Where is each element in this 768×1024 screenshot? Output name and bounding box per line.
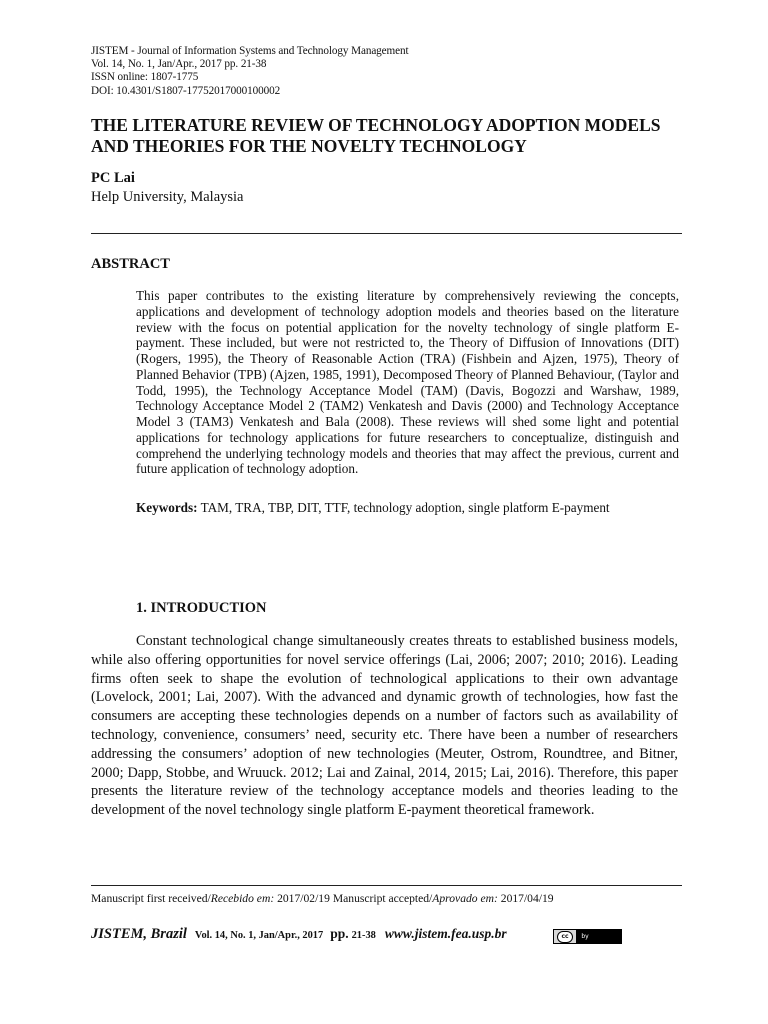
keywords-value: TAM, TRA, TBP, DIT, TTF, technology adoption, single platform E-payment: [200, 500, 610, 515]
introduction-heading: 1. INTRODUCTION: [136, 600, 267, 616]
author-affiliation: Help University, Malaysia: [91, 189, 244, 205]
abstract-body: This paper contributes to the existing literature by comprehensively reviewing the concepts, applications and development of technology adoption models and theories based on the literature review with the focus on potential application for the novelty technology of single platform E-payment. These included, but were not restricted to, the Theory of Diffusion of Innovations (DIT) (Rogers, 1995), the Theory of Reasonable Action (TRA) (Fishbein and Ajzen, 1975), Theory of Planned Behavior (TPB) (Ajzen, 1985, 1991), Decomposed Theory of Planned Behaviour, (Taylor and Todd, 1995), the Technology Acceptance Model (TAM) (Davis, Bogozzi and Warshaw, 1989, Technology Acceptance Model 2 (TAM2) Venkatesh and Davis (2000) and Technology Acceptance Model 3 (TAM3) Venkatesh and Bala (2008). These reviews will shed some light and potential applications for technology applications for future researchers to conceptualize, distinguish and comprehend the underlying technology models and theories that may affect the previous, current and future application of technology adoption.: [136, 288, 679, 477]
footer-journal: JISTEM, Brazil: [91, 926, 187, 942]
bottom-divider: [91, 885, 682, 886]
journal-volume: Vol. 14, No. 1, Jan/Apr., 2017 pp. 21-38: [91, 58, 267, 71]
journal-issn: ISSN online: 1807-1775: [91, 71, 199, 84]
accepted-label-pt: Aprovado em:: [432, 892, 498, 905]
top-divider: [91, 233, 682, 234]
paper-title: THE LITERATURE REVIEW OF TECHNOLOGY ADOPTION MODELS AND THEORIES FOR THE NOVELTY TECHNOLOGY: [91, 115, 661, 156]
introduction-body: Constant technological change simultaneously creates threats to established business models, while also offering opportunities for novel service offerings (Lai, 2006; 2007; 2010; 2016). Leading firms often seek to shape the evolution of technological applications to their own advantage (Lovelock, 2001; Lai, 2007). With the advanced and dynamic growth of technologies, how fast the consumers are accepting these technologies depends on a number of factors such as availability of technology, convenience, consumers’ need, security etc. There have been a number of researchers addressing the consumers’ adoption of new technologies (Meuter, Ostrom, Roundtree, and Bitner, 2000; Dapp, Stobbe, and Wruuck. 2012; Lai and Zainal, 2014, 2015; Lai, 2016). Therefore, this paper presents the literature review of the technology acceptance models and theories leading to the development of the novel technology single platform E-payment theoretical framework.: [91, 633, 678, 819]
footer-volume: Vol. 14, No. 1, Jan/Apr., 2017: [194, 930, 324, 941]
keywords: [136, 500, 679, 516]
cc-by-label: by: [581, 933, 589, 940]
cc-logo-icon: cc: [557, 931, 573, 943]
journal-header: [91, 45, 409, 98]
received-date: 2017/02/19: [274, 892, 333, 905]
creative-commons-license-icon[interactable]: [553, 929, 622, 944]
accepted-date: 2017/04/19: [497, 892, 554, 905]
keywords-label: Keywords:: [136, 500, 198, 515]
cc-badge-left: [554, 930, 576, 943]
journal-name: JISTEM - Journal of Information Systems and Technology Management: [91, 45, 409, 57]
page-footer: [91, 925, 507, 943]
author-name: PC Lai: [91, 170, 135, 186]
manuscript-dates-footnote: [91, 892, 554, 905]
footer-pages: 21-38: [351, 930, 376, 941]
received-label-pt: Recebido em:: [210, 892, 275, 905]
accepted-label: Manuscript accepted/: [332, 892, 433, 905]
abstract-heading: ABSTRACT: [91, 256, 170, 272]
footer-pp-label: pp.: [330, 926, 349, 941]
footer-url[interactable]: www.jistem.fea.usp.br: [384, 926, 507, 941]
received-label: Manuscript first received/: [91, 892, 211, 905]
journal-doi: DOI: 10.4301/S1807-17752017000100002: [91, 84, 281, 97]
